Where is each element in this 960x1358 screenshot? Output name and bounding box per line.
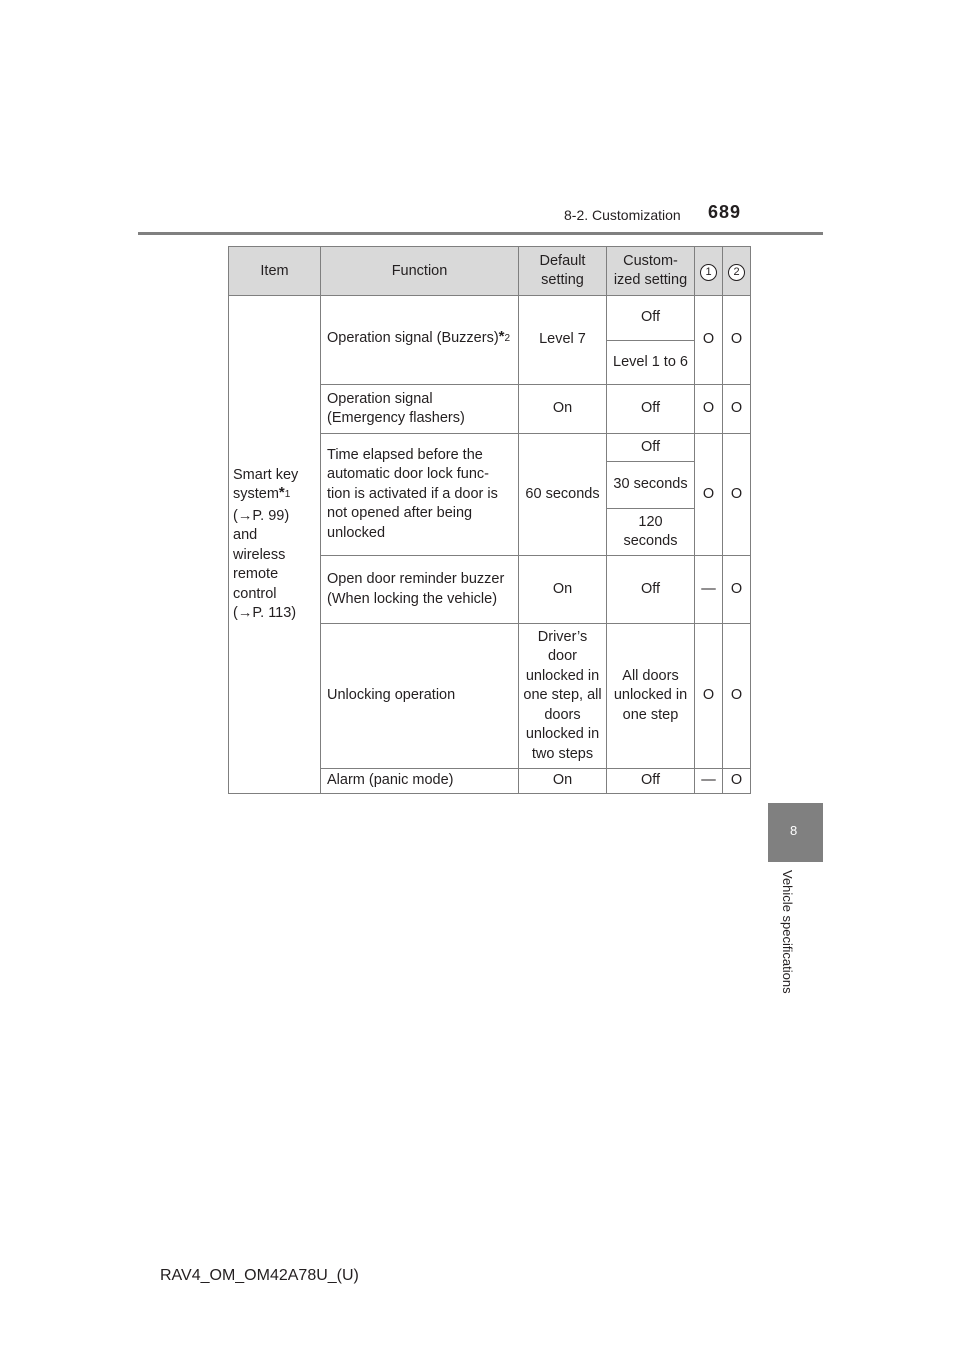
circled-2-icon: 2	[728, 264, 745, 281]
page-number: 689	[708, 202, 742, 222]
header-rule	[138, 232, 823, 235]
col1-cell: —	[695, 769, 723, 794]
col1-cell: —	[695, 556, 723, 624]
chapter-label: Vehicle specifications	[780, 870, 795, 994]
header-default-setting: Default setting	[519, 247, 607, 296]
col2-cell: O	[723, 296, 751, 385]
header-col2	[723, 247, 751, 296]
col2-cell: O	[723, 434, 751, 556]
table-row	[229, 296, 751, 341]
item-line: system$^{*1}$	[233, 484, 291, 502]
header-col1	[695, 247, 723, 296]
item-cell	[229, 296, 321, 794]
col2-cell: O	[723, 769, 751, 794]
item-line: wireless	[233, 546, 286, 563]
col1-cell: O	[695, 434, 723, 556]
default-cell: On	[519, 769, 607, 794]
document-code: RAV4_OM_OM42A78U_(U)	[160, 1267, 359, 1284]
function-cell: Operation signal (Buzzers)$^{*2}$	[321, 296, 519, 385]
default-cell: Level 7	[519, 296, 607, 385]
table-header-row	[229, 247, 751, 296]
default-cell: On	[519, 556, 607, 624]
item-line: (→P. 99)	[233, 507, 290, 524]
custom-cell: Off	[607, 296, 695, 341]
col2-cell: O	[723, 385, 751, 434]
function-cell: Unlocking operation	[321, 624, 519, 769]
col1-cell: O	[695, 624, 723, 769]
col1-cell: O	[695, 385, 723, 434]
col2-cell: O	[723, 624, 751, 769]
circled-1-icon: 1	[700, 264, 717, 281]
custom-cell: 30 seconds	[607, 462, 695, 509]
item-line: (→P. 113)	[233, 605, 297, 621]
chapter-number: 8	[790, 823, 798, 838]
custom-cell: Off	[607, 556, 695, 624]
default-cell: 60 seconds	[519, 434, 607, 556]
function-cell: Operation signal (Emergency flashers)	[321, 385, 519, 434]
col2-cell: O	[723, 556, 751, 624]
function-cell: Time elapsed before the automatic door lock func- tion is activated if a door is not opened after being unlocked	[321, 434, 519, 556]
section-title: 8-2. Customization	[564, 207, 681, 223]
default-cell: On	[519, 385, 607, 434]
col1-cell: O	[695, 296, 723, 385]
item-line: Smart key	[233, 466, 299, 483]
custom-cell: Off	[607, 434, 695, 462]
item-line: control	[233, 585, 277, 602]
custom-cell: Off	[607, 385, 695, 434]
default-cell: Driver’s door unlocked in one step, all doors unlocked in two steps	[519, 624, 607, 769]
item-line: and	[233, 527, 258, 543]
custom-cell: Off	[607, 769, 695, 794]
footnote-ref: *1	[278, 484, 291, 501]
custom-cell: 120 seconds	[607, 509, 695, 556]
header-customized-setting: Custom- ized setting	[607, 247, 695, 296]
function-cell: Alarm (panic mode)	[321, 769, 519, 794]
footnote-ref: *2	[498, 328, 511, 346]
item-line: remote	[233, 566, 279, 582]
customization-table	[228, 246, 751, 794]
custom-cell: All doors unlocked in one step	[607, 624, 695, 769]
function-cell: Open door reminder buzzer (When locking the vehicle)	[321, 556, 519, 624]
custom-cell: Level 1 to 6	[607, 341, 695, 385]
header-function: Function	[321, 247, 519, 296]
header-item: Item	[229, 247, 321, 296]
